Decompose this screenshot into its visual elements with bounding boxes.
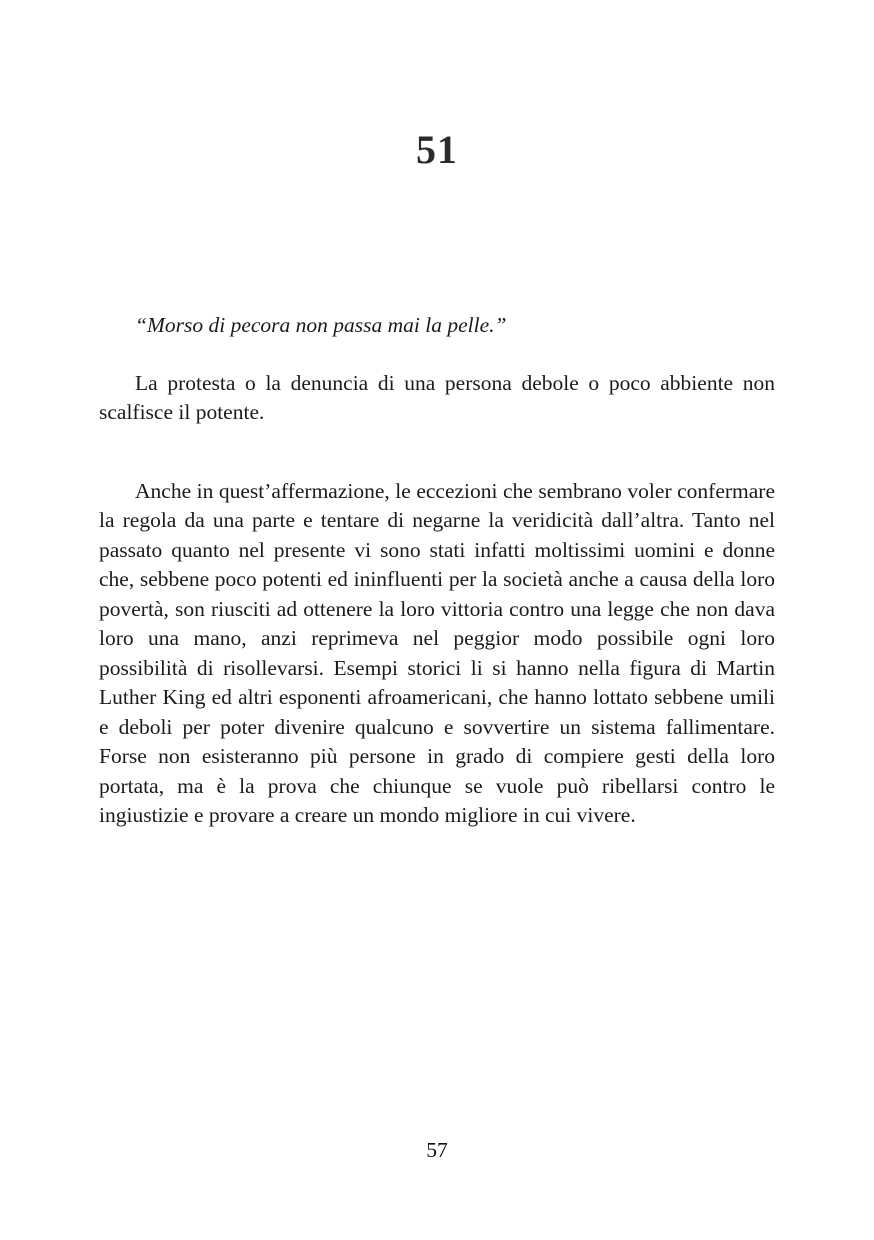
explanation-paragraph: La protesta o la denuncia di una persona debole o poco abbiente non scalfisce il potente.	[99, 370, 775, 424]
page-number: 57	[426, 1138, 448, 1162]
chapter-number: 51	[416, 127, 458, 172]
commentary-paragraph: Anche in quest’affermazione, le eccezioni che sembrano voler confermare la regola da una parte e tentare di negarne la veridicità dall’altra. Tanto nel passato quanto nel presente vi sono stati infatti moltissimi uomini e donne che, sebbene poco potenti ed ininfluenti per la società anche a causa della loro povertà, son riusciti ad ottenere la loro vittoria contro una legge che non dava loro una mano, anzi reprimeva nel peggior modo possibile ogni loro possibilità di risollevarsi. Esempi storici li si hanno nella figura di Martin Luther King ed altri esponenti afroamericani, che hanno lottato sebbene umili e deboli per poter divenire qualcuno e sovvertire un sistema fallimentare. Forse non esisteranno più persone in grado di compiere gesti della loro portata, ma è la prova che chiunque se vuole può ribellarsi contro le ingiustizie e provare a creare un mondo migliore in cui vivere.	[99, 478, 775, 827]
proverb-quote: “Morso di pecora non passa mai la pelle.”	[135, 313, 507, 337]
text-column	[99, 311, 775, 831]
